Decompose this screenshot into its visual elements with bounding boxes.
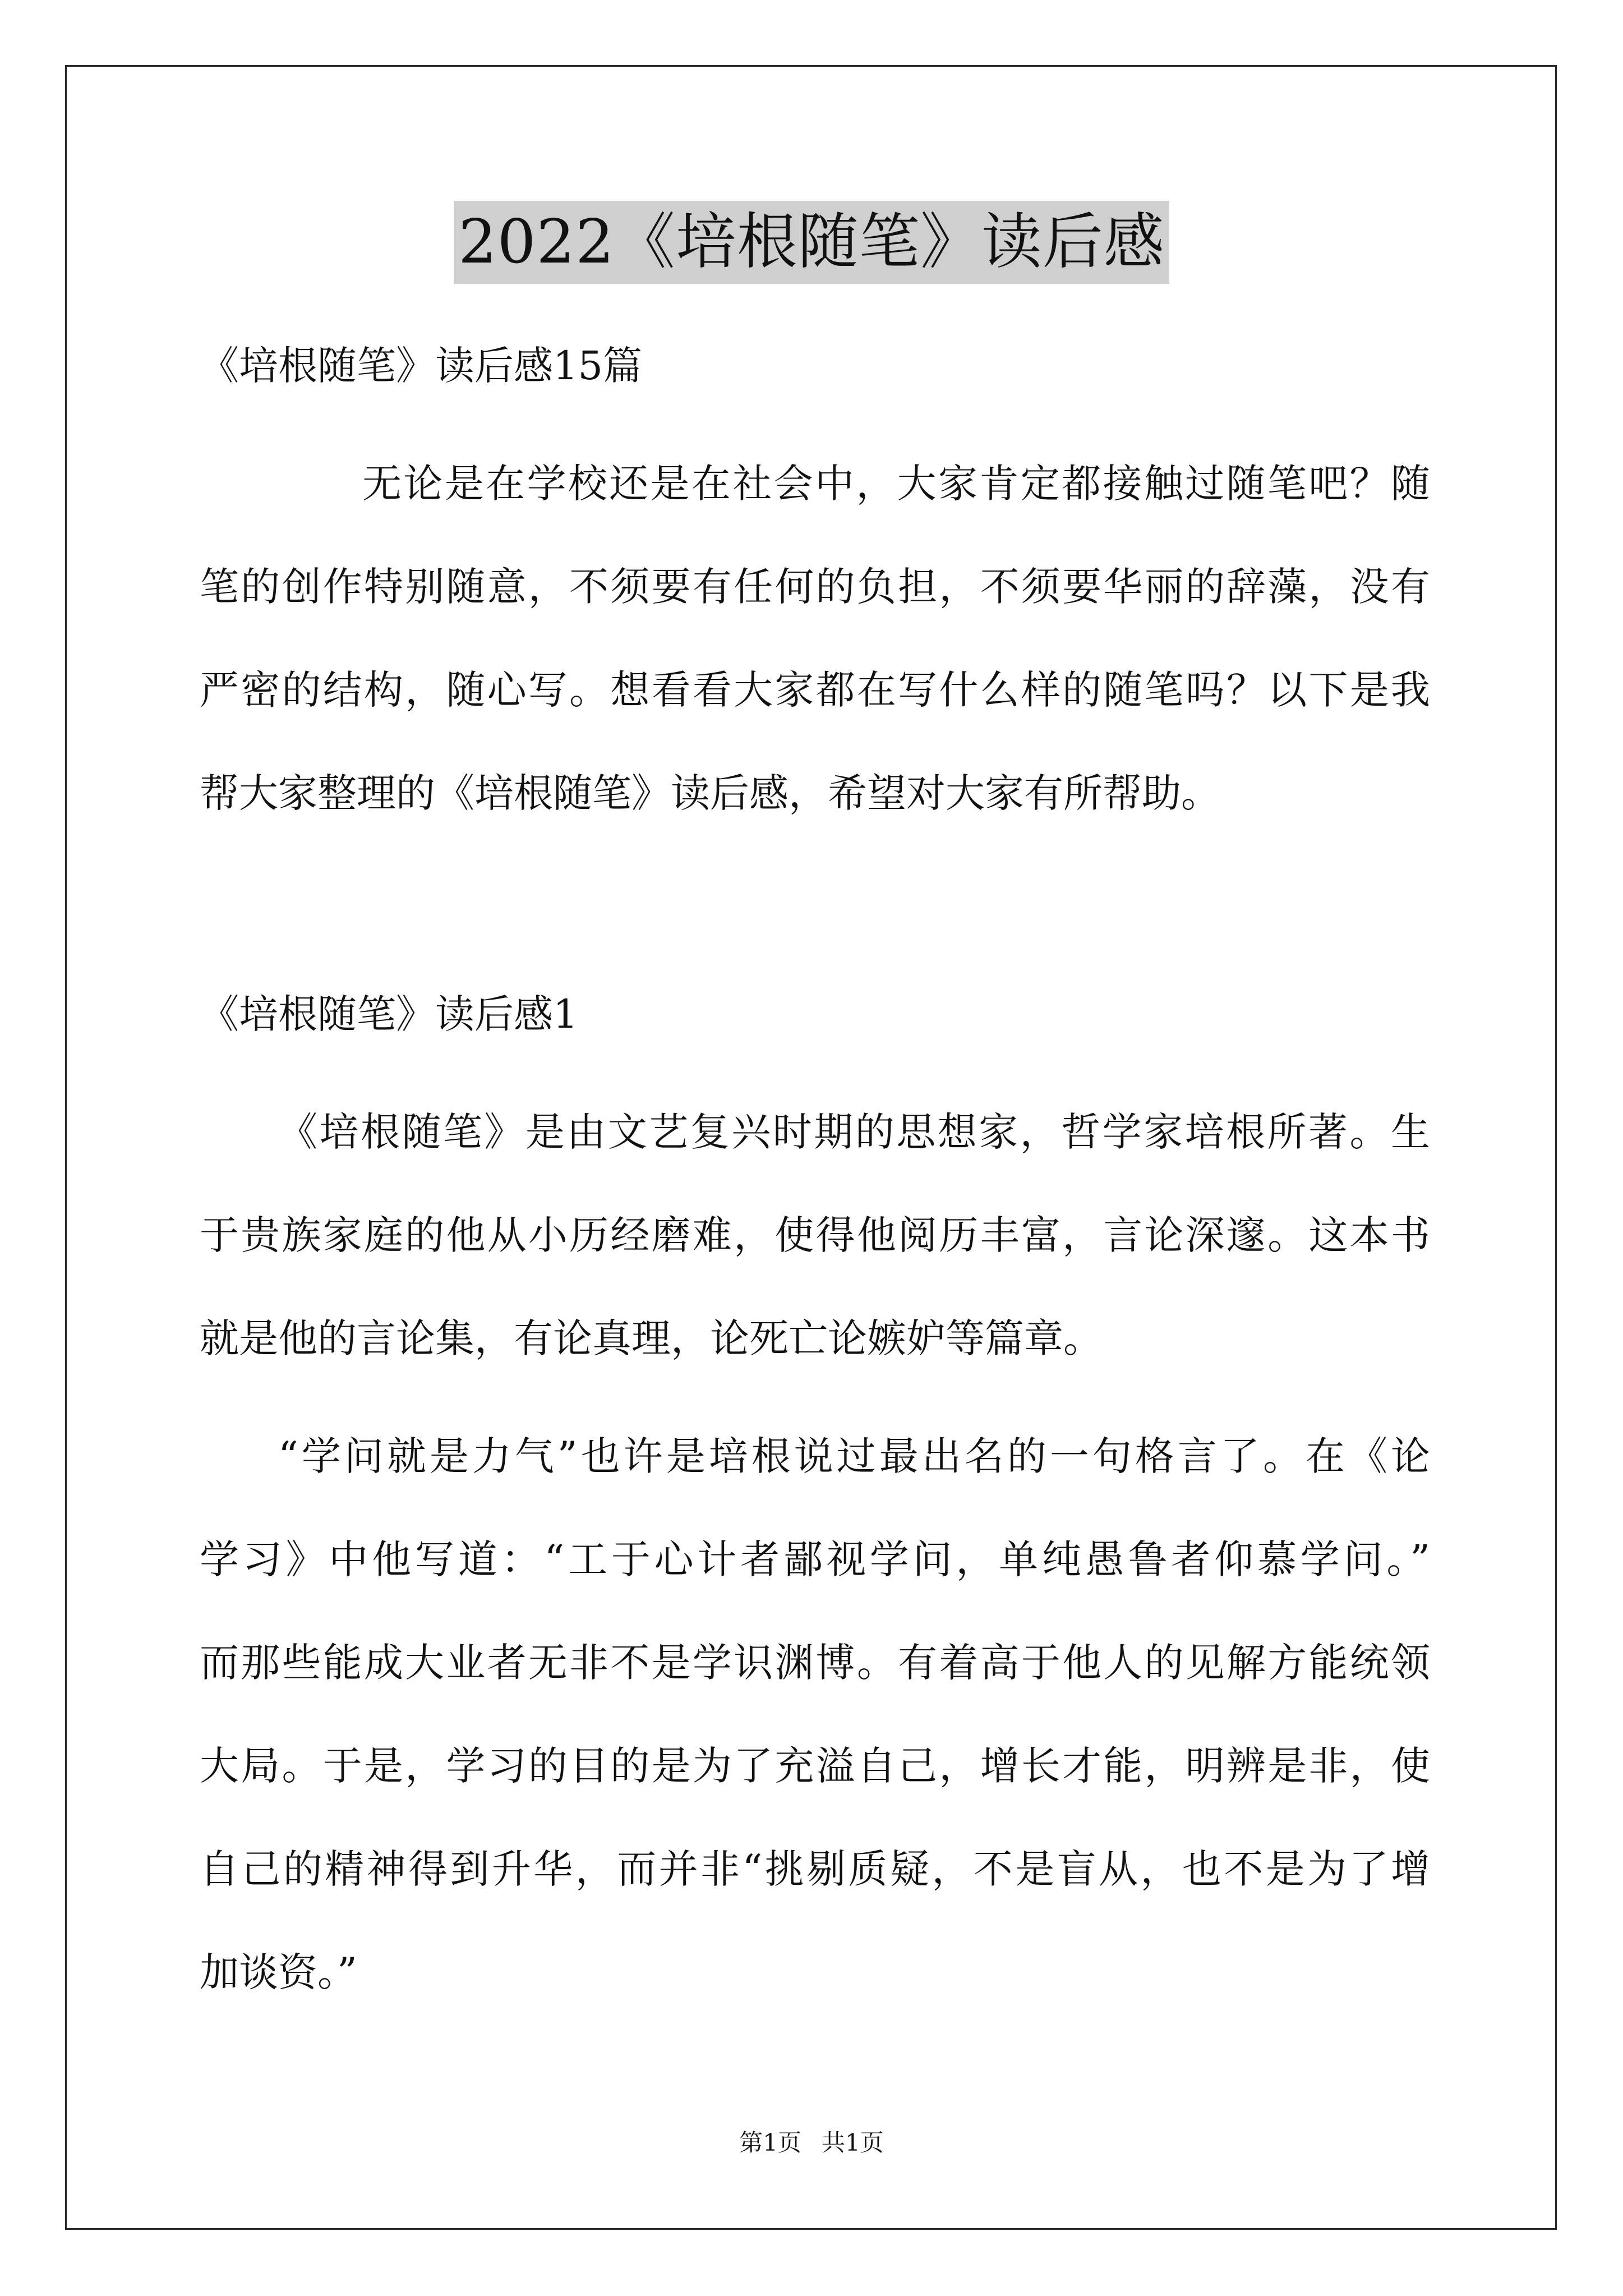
spacer — [200, 1390, 1430, 1405]
paragraph-line: 自己的精神得到升华，而并非“挑剔质疑，不是盲从，也不是为了增 — [200, 1846, 1430, 1892]
paragraph-line: 加谈资。” — [200, 1949, 357, 1995]
paragraph-line: “学问就是力气”也许是培根说过最出名的一句格言了。在《论 — [278, 1433, 1430, 1479]
page-footer — [0, 2126, 1623, 2160]
document-title: 2022《培根随笔》读后感 — [454, 201, 1169, 284]
document-body — [200, 314, 1430, 2024]
spacer — [200, 417, 1430, 432]
spacer — [200, 1066, 1430, 1080]
intro-line: 笔的创作特别随意，不须要有任何的负担，不须要华丽的辞藻，没有 — [200, 564, 1430, 610]
paragraph-line: 于贵族家庭的他从小历经磨难，使得他阅历丰富，言论深邃。这本书 — [200, 1212, 1430, 1258]
paragraph-line: 大局。于是，学习的目的是为了充溢自己，增长才能，明辨是非，使 — [200, 1743, 1430, 1789]
intro-line: 无论是在学校还是在社会中，大家肯定都接触过随笔吧？随 — [362, 461, 1430, 507]
spacer — [200, 845, 1430, 963]
page-total: 共1页 — [822, 2129, 884, 2156]
subtitle: 《培根随笔》读后感15篇 — [200, 343, 643, 389]
intro-line: 帮大家整理的《培根随笔》读后感，希望对大家有所帮助。 — [200, 770, 1220, 816]
title-container — [0, 201, 1623, 284]
section-heading: 《培根随笔》读后感1 — [200, 991, 578, 1037]
page-number: 第1页 — [739, 2129, 801, 2156]
paragraph-line: 《培根随笔》是由文艺复兴时期的思想家，哲学家培根所著。生 — [278, 1109, 1430, 1155]
paragraph-line: 就是他的言论集，有论真理，论死亡论嫉妒等篇章。 — [200, 1315, 1103, 1361]
intro-line: 严密的结构，随心写。想看看大家都在写什么样的随笔吗？以下是我 — [200, 667, 1430, 713]
paragraph-line: 学习》中他写道：“工于心计者鄙视学问，单纯愚鲁者仰慕学问。” — [200, 1536, 1430, 1582]
paragraph-line: 而那些能成大业者无非不是学识渊博。有着高于他人的见解方能统领 — [200, 1640, 1430, 1686]
